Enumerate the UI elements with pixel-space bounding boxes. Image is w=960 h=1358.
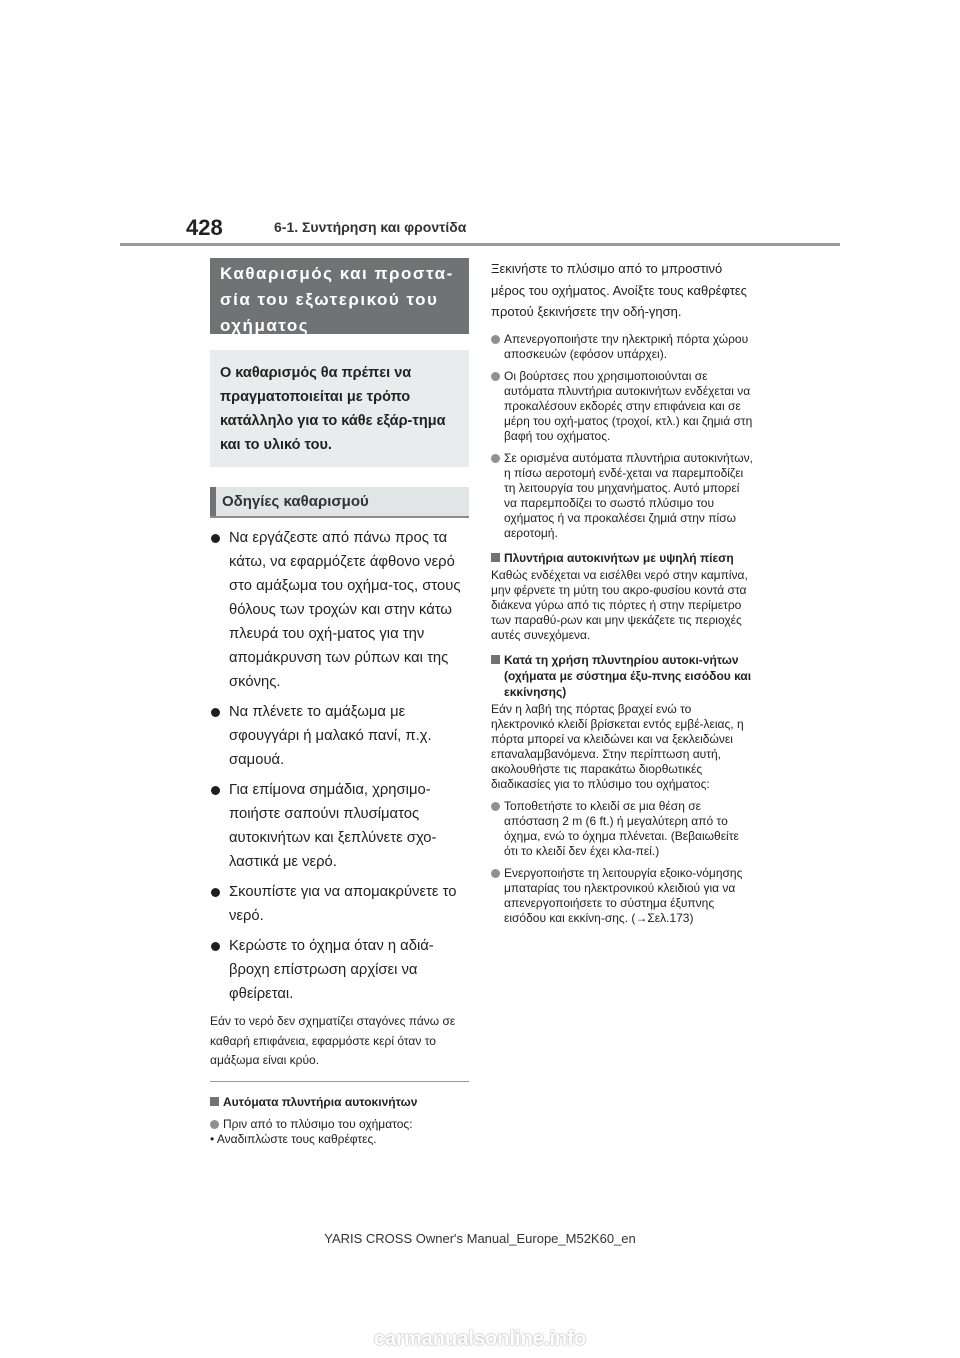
circle-bullet-icon [491, 454, 500, 463]
high-pressure-title [491, 550, 753, 566]
footer-manual-id: YARIS CROSS Owner's Manual_Europe_M52K60_en [324, 1231, 636, 1246]
item-text: Σε ορισμένα αυτόματα πλυντήρια αυτοκινήτων, η πίσω αεροτομή ενδέ-χεται να παρεμποδίζει τη λειτουργία του μηχανήματος. Αυτό μπορεί να παρεμποδίζει το σωστό πλύσιμο του οχήματος ή να προκαλέσει ζημιά στην πίσω αεροτομή. [504, 450, 753, 540]
cleaning-bullet-list [210, 526, 469, 1006]
list-item [210, 700, 469, 772]
auto-wash-item-text: Πριν από το πλύσιμο του οχήματος: [223, 1116, 413, 1131]
circle-bullet-icon [491, 372, 500, 381]
smart-entry-text: Εάν η λαβή της πόρτας βραχεί ενώ το ηλεκτρονικό κλειδί βρίσκεται εντός εμβέ-λειας, η πόρτα μπορεί να κλειδώνει και να ξεκλειδώνει επαναλαμβανόμενα. Στην περίπτωση αυτή, ακολουθήστε τις παρακάτω διορθωτικές διαδικασίες για το πλύσιμο του οχήματος: [491, 701, 744, 791]
auto-wash-item [210, 1117, 469, 1132]
auto-wash-sub-item: • Αναδιπλώστε τους καθρέφτες. [210, 1131, 377, 1146]
auto-wash-title [210, 1094, 469, 1110]
list-item [491, 799, 753, 859]
bullet-text: Σκουπίστε για να απομακρύνετε το νερό. [229, 884, 457, 924]
square-bullet-icon [491, 553, 500, 562]
subheading-rule [210, 516, 469, 518]
list-item [491, 866, 753, 926]
watermark: carmanualsonline.info [373, 1328, 587, 1350]
bullet-icon [211, 534, 220, 543]
bullet-text: Να πλένετε το αμάξωμα με σφουγγάρι ή μαλακό πανί, π.χ. σαμουά. [229, 704, 432, 768]
right-column [491, 258, 753, 926]
section-title: 6-1. Συντήρηση και φροντίδα [274, 219, 467, 235]
bullet-icon [211, 888, 220, 897]
smart-entry-title [491, 652, 753, 700]
list-item [491, 369, 753, 444]
note-rule [210, 1081, 469, 1082]
list-item [491, 451, 753, 541]
circle-bullet-icon [491, 335, 500, 344]
circle-bullet-icon [491, 802, 500, 811]
square-bullet-icon [491, 655, 500, 664]
cleaning-instructions-heading: Οδηγίες καθαρισμού [210, 487, 469, 516]
main-heading: Καθαρισμός και προστα-σία του εξωτερικού του οχήματος [210, 258, 469, 334]
item-text: Ενεργοποιήστε τη λειτουργία εξοικο-νόμησης μπαταρίας του ηλεκτρονικού κλειδιού για να απενεργοποιήσετε το σύστημα έξυπνης εισόδου και εκκίνη-σης. (→Σελ.173) [504, 865, 743, 925]
bullet-text: Να εργάζεστε από πάνω προς τα κάτω, να εφαρμόζετε άφθονο νερό στο αμάξωμα του οχήμα-τος, στους θόλους των τροχών και στην κάτω πλευρά του οχή-ματος για την απομάκρυνση των ρύπων και της σκόνης. [229, 530, 461, 690]
bullet-icon [211, 942, 220, 951]
list-item [210, 934, 469, 1006]
list-item [491, 332, 753, 362]
item-text: Οι βούρτσες που χρησιμοποιούνται σε αυτόματα πλυντήρια αυτοκινήτων ενδέχεται να προκαλέσουν εκδορές στην επιφάνεια και σε μέρη του οχή-ματος (τροχοί, κτλ.) και ζημιά στη βαφή του οχήματος. [504, 368, 753, 443]
intro-box: Ο καθαρισμός θα πρέπει να πραγματοποιείται με τρόπο κατάλληλο για το κάθε εξάρ-τημα και το υλικό του. [210, 350, 469, 467]
item-text: Απενεργοποιήστε την ηλεκτρική πόρτα χώρου αποσκευών (εφόσον υπάρχει). [504, 331, 749, 361]
auto-wash-title-text: Αυτόματα πλυντήρια αυτοκινήτων [223, 1094, 418, 1109]
list-item [210, 880, 469, 928]
wax-note: Εάν το νερό δεν σχηματίζει σταγόνες πάνω σε καθαρή επιφάνεια, εφαρμόστε κερί όταν το αμάξωμα είναι κρύο. [210, 1014, 456, 1067]
high-pressure-title-text: Πλυντήρια αυτοκινήτων με υψηλή πίεση [504, 550, 734, 565]
high-pressure-text: Καθώς ενδέχεται να εισέλθει νερό στην καμπίνα, μην φέρνετε τη μύτη του ακρο-φυσίου κοντά στα διάκενα γύρω από τις πόρτες ή στην περίμετρο των παραθύ-ρων και μην ψεκάζετε τις περιοχές αυτές συνεχόμενα. [491, 567, 748, 642]
bullet-icon [211, 786, 220, 795]
square-bullet-icon [210, 1097, 219, 1106]
circle-bullet-icon [491, 869, 500, 878]
bullet-text: Για επίμονα σημάδια, χρησιμο-ποιήστε σαπούνι πλυσίματος αυτοκινήτων και ξεπλύνετε σχο-λαστικά με νερό. [229, 782, 437, 870]
smart-entry-title-text: Κατά τη χρήση πλυντηρίου αυτοκι-νήτων (οχήματα με σύστημα έξυ-πνης εισόδου και εκκίνησης) [504, 652, 752, 699]
left-column [210, 258, 469, 1147]
bullet-text: Κερώστε το όχημα όταν η αδιά-βροχη επίστρωση αρχίσει να φθείρεται. [229, 938, 434, 1002]
header-rule [120, 243, 840, 246]
list-item [210, 778, 469, 874]
circle-bullet-icon [210, 1120, 219, 1129]
wash-lead-text: Ξεκινήστε το πλύσιμο από το μπροστινό μέρος του οχήματος. Ανοίξτε τους καθρέφτες προτού ξεκινήσετε την οδή-γηση. [491, 261, 747, 319]
item-text: Τοποθετήστε το κλειδί σε μια θέση σε απόσταση 2 m (6 ft.) ή μεγαλύτερη από το όχημα, ενώ το όχημα πλένεται. (Βεβαιωθείτε ότι το κλειδί δεν έχει κλα-πεί.) [504, 798, 739, 858]
bullet-icon [211, 708, 220, 717]
page-number: 428 [186, 215, 223, 240]
list-item [210, 526, 469, 694]
